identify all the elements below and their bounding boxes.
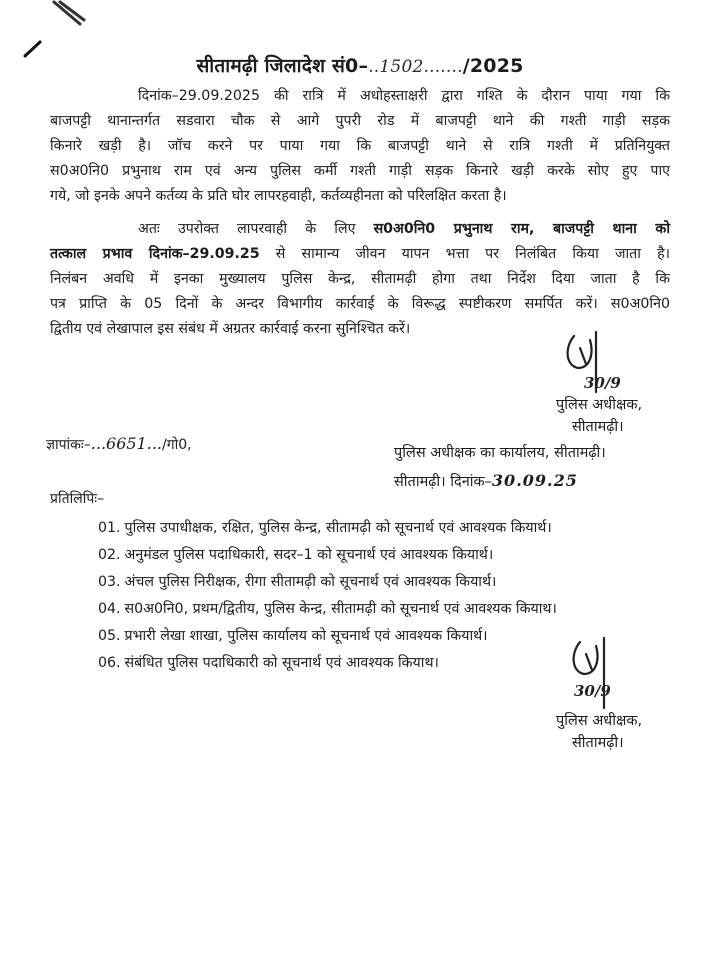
para1-line: गये, जो इनके अपने कर्तव्य के प्रति घोर लापरहवाही, कर्तव्यहीनता को परिलक्षित करता है। xyxy=(50,188,507,204)
signatory-place: सीतामढ़ी। xyxy=(572,735,624,751)
para1-line: किनारे खड़ी है। जॉच करने पर पाया गया कि बाजपट्टी थाने से रात्रि गश्ती में प्रतिनियुक्त xyxy=(50,138,670,154)
list-item: 02. अनुमंडल पुलिस पदाधिकारी, सदर–1 को सूचनार्थ एवं आवश्यक कियार्थ। xyxy=(98,547,494,563)
list-item: 05. प्रभारी लेखा शाखा, पुलिस कार्यालय को सूचनार्थ एवं आवश्यक कियार्थ। xyxy=(98,628,488,644)
office-date-handwritten: 30.09.25 xyxy=(491,471,578,490)
signatory-place: सीतामढ़ी। xyxy=(572,419,624,435)
office-block xyxy=(394,440,606,496)
para2-line: द्वितीय एवं लेखापाल इस संबंध में अग्रतर कार्रवाई करना सुनिश्चित करें। xyxy=(50,321,411,337)
paragraph-incident xyxy=(50,84,670,209)
para1-line: बाजपट्टी थानान्तर्गत सडवारा चौक से आगे पुपरी रोड में बाजपट्टी थाने की गश्ती गाड़ी सड़क xyxy=(50,113,670,129)
memo-number: ज्ञापांकः–...6651.../गो0, xyxy=(46,434,192,453)
para2-line: पत्र प्राप्ति के 05 दिनों के अन्दर विभागीय कार्रवाई के विरूद्ध स्पष्टीकरण समर्पित करें। स0अ0नि0 xyxy=(50,296,670,312)
paragraph-suspension xyxy=(50,217,670,342)
list-item: 04. स0अ0नि0, प्रथम/द्वितीय, पुलिस केन्द्र, सीतामढ़ी को सूचनार्थ एवं आवश्यक कियाथ। xyxy=(98,601,557,617)
copy-label: प्रतिलिपिः– xyxy=(50,491,105,507)
suspended-officer: स0अ0नि0 प्रभुनाथ राम, बाजपट्टी थाना को xyxy=(373,221,670,237)
signature-date: 30/9 xyxy=(584,374,621,392)
list-item: 01. पुलिस उपाधीक्षक, रक्षित, पुलिस केन्द्र, सीतामढ़ी को सूचनार्थ एवं आवश्यक कियार्थ। xyxy=(98,520,552,536)
office-date-line: सीतामढ़ी। दिनांक–30.09.25 xyxy=(394,471,578,490)
title-suffix: /2025 xyxy=(462,55,524,77)
title-prefix: सीतामढ़ी जिलादेश सं0– xyxy=(196,55,369,77)
signature-icon xyxy=(560,632,640,712)
list-item: 03. अंचल पुलिस निरीक्षक, रीगा सीतामढ़ी को सूचनार्थ एवं आवश्यक कियार्थ। xyxy=(98,574,497,590)
para1-line: स0अ0नि0 प्रभुनाथ राम एवं अन्य पुलिस कर्मी गश्ती गाड़ी सड़क किनारे खड़ी करके सोए हुए पाए xyxy=(50,163,670,179)
signature-block-1 xyxy=(556,394,642,438)
signatory-designation: पुलिस अधीक्षक, xyxy=(556,397,643,413)
office-name: पुलिस अधीक्षक का कार्यालय, सीतामढ़ी। xyxy=(394,445,606,461)
signature-date: 30/9 xyxy=(574,682,611,700)
signatory-designation: पुलिस अधीक्षक, xyxy=(556,713,643,729)
para2-line: अतः उपरोक्त लापरवाही के लिए स0अ0नि0 प्रभुनाथ राम, बाजपट्टी थाना को xyxy=(138,221,670,237)
memo-number-handwritten: ...6651... xyxy=(90,434,163,453)
signature-block-2 xyxy=(556,710,642,754)
para2-line: निलंबन अवधि में इनका मुख्यालय पुलिस केन्द्र, सीतामढ़ी होगा तथा निर्देश दिया जाता है कि xyxy=(50,271,670,287)
effective-date: तत्काल प्रभाव दिनांक–29.09.25 xyxy=(50,246,260,262)
signature-icon xyxy=(556,326,636,398)
para1-line: दिनांक–29.09.2025 की रात्रि में अधोहस्ताक्षरी द्वारा गश्ति के दौरान पाया गया कि xyxy=(138,88,670,104)
order-title xyxy=(0,52,720,78)
order-number-handwritten: ..1502....... xyxy=(368,57,463,77)
punch-mark-icon xyxy=(50,0,90,30)
para2-line: तत्काल प्रभाव दिनांक–29.09.25 से सामान्य जीवन यापन भत्ता पर निलंबित किया जाता है। xyxy=(50,246,670,262)
copy-list xyxy=(98,515,557,677)
list-item: 06. संबंधित पुलिस पदाधिकारी को सूचनार्थ एवं आवश्यक कियाथ। xyxy=(98,655,439,671)
